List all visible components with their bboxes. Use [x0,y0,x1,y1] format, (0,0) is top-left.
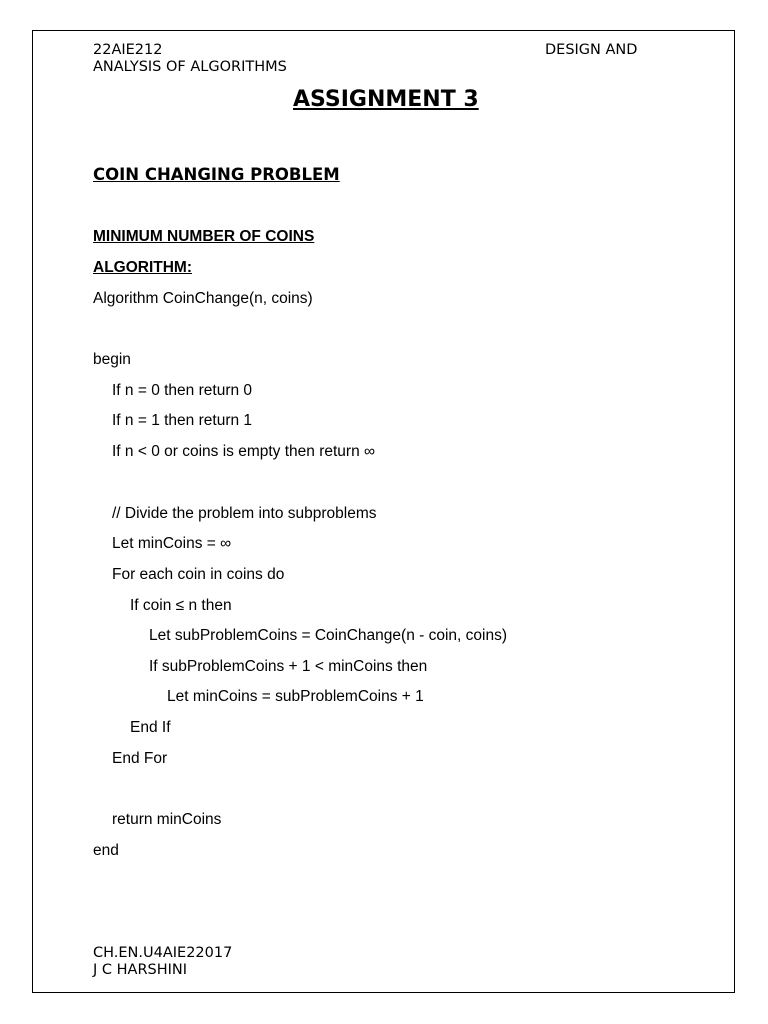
algorithm-line: If coin ≤ n then [130,597,232,614]
algorithm-line: If n = 0 then return 0 [112,382,253,399]
algorithm-line: Algorithm CoinChange(n, coins) [93,290,313,307]
algorithm-line: Let minCoins = subProblemCoins + 1 [167,688,424,705]
algorithm-line: If n = 1 then return 1 [112,412,253,429]
algorithm-line: End If [130,719,171,736]
course-name-part1: DESIGN AND [545,42,638,58]
course-code: 22AIE212 [93,42,163,58]
algorithm-label: ALGORITHM: [93,259,193,276]
algorithm-line: return minCoins [112,811,222,828]
course-name-part2: ANALYSIS OF ALGORITHMS [93,59,287,75]
section-title: COIN CHANGING PROBLEM [93,165,340,184]
algorithm-line: For each coin in coins do [112,566,285,583]
assignment-title: ASSIGNMENT 3 [293,87,479,112]
algorithm-line: End For [112,750,168,767]
algorithm-line: Let subProblemCoins = CoinChange(n - coin, coins) [149,627,507,644]
algorithm-line: If n < 0 or coins is empty then return ∞ [112,443,376,460]
algorithm-line: begin [93,351,131,368]
algorithm-line: If subProblemCoins + 1 < minCoins then [149,658,428,675]
algorithm-line: end [93,842,119,859]
algorithm-line: // Divide the problem into subproblems [112,505,377,522]
algorithm-line: Let minCoins = ∞ [112,535,232,552]
roll-number: CH.EN.U4AIE22017 [93,945,233,961]
subheading: MINIMUM NUMBER OF COINS [93,228,315,245]
student-name: J C HARSHINI [93,962,188,978]
